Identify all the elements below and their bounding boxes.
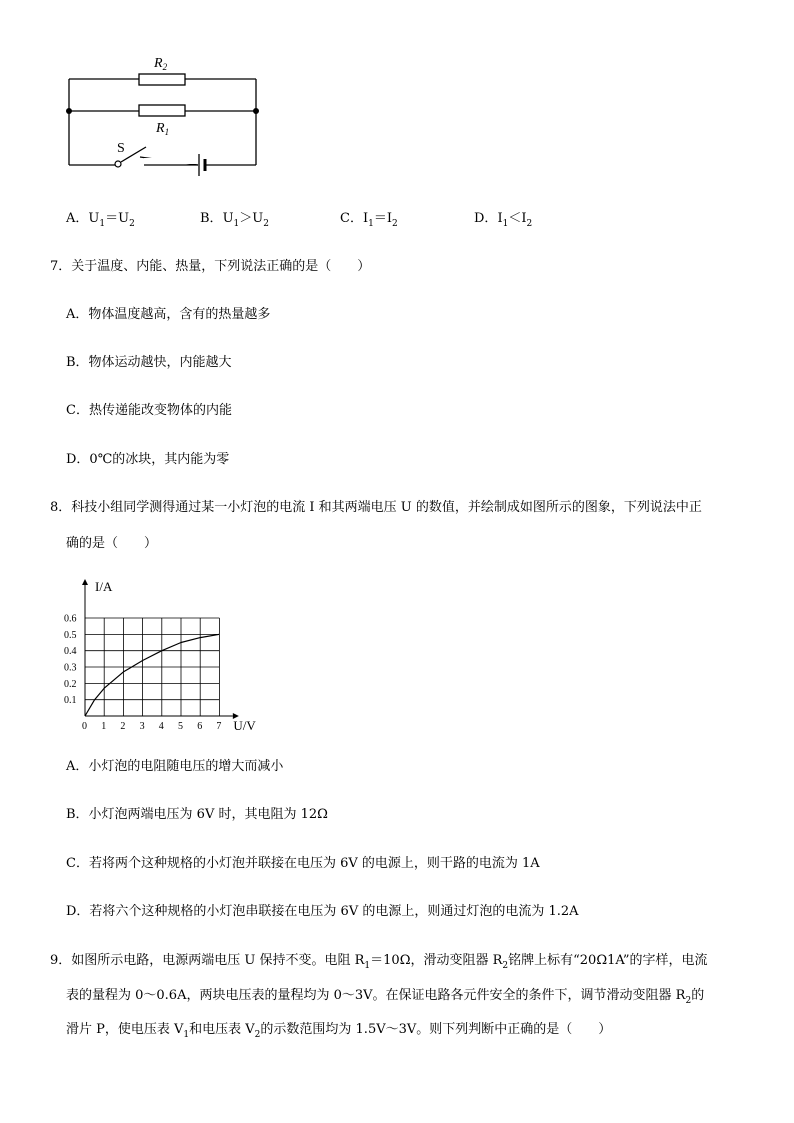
q7-option-b[interactable]: B．物体运动越快，内能越大 (66, 355, 232, 370)
junction-left (66, 108, 72, 114)
y-tick-label: 0.3 (64, 662, 77, 674)
q8-stem-line2: 确的是（ ） (66, 536, 158, 551)
battery (199, 154, 205, 176)
q7-option-d[interactable]: D．0℃的冰块，其内能为零 (66, 452, 230, 467)
q8-option-c[interactable]: C．若将两个这种规格的小灯泡并联接在电压为 6V 的电源上，则干路的电流为 1A (66, 856, 540, 871)
q9-line3: 滑片 P，使电压表 $V_1$和电压表 $V_2$的示数范围均为 1.5V～3V。则下列判断中正确的是（ ） (66, 1022, 612, 1040)
x-tick-label: 3 (139, 721, 145, 732)
x-tick-label: 7 (216, 721, 222, 732)
y-tick-label: 0.5 (64, 629, 77, 641)
iu-graph (60, 575, 270, 735)
x-tick-label: 1 (101, 721, 107, 732)
q8-stem-line1: 8．科技小组同学测得通过某一小灯泡的电流 I 和其两端电压 U 的数值，并绘制成如图所示的图象，下列说法中正 (50, 500, 702, 515)
junction-right (253, 108, 259, 114)
x-tick-label: 0 (82, 721, 87, 732)
resistor-r2 (139, 74, 185, 85)
q6-option-c[interactable]: C．$I_1=I_2$ (340, 211, 398, 229)
circuit-diagram (60, 50, 270, 180)
x-tick-label: 6 (197, 721, 203, 732)
y-tick-label: 0.6 (64, 613, 77, 625)
y-axis-arrow (82, 579, 88, 585)
q7-stem: 7．关于温度、内能、热量，下列说法正确的是（ ） (50, 259, 371, 274)
x-tick-label: 4 (158, 721, 164, 732)
label-r2: $R_2$ (154, 56, 168, 72)
x-tick-label: 5 (178, 721, 183, 732)
q9-line1: 9．如图所示电路，电源两端电压 U 保持不变。电阻 $R_1=10\Omega$，滑动变阻器 $R_2$铭牌上标有“20Ω1A”的字样，电流 (50, 953, 708, 971)
q6-option-a[interactable]: A．$U_1=U_2$ (66, 211, 135, 229)
q8-option-b[interactable]: B．小灯泡两端电压为 6V 时，其电阻为 12Ω (66, 807, 328, 822)
resistor-r1 (139, 105, 185, 116)
x-axis-label: U/V (233, 718, 256, 733)
q7-option-a[interactable]: A．物体温度越高，含有的热量越多 (66, 307, 271, 322)
iu-curve (85, 634, 219, 716)
q6-option-b[interactable]: B．$U_1>U_2$ (200, 211, 269, 229)
y-tick-label: 0.1 (64, 695, 77, 707)
q8-option-a[interactable]: A．小灯泡的电阻随电压的增大而减小 (66, 759, 284, 774)
x-tick-label: 2 (120, 721, 126, 732)
label-s: S (117, 141, 125, 156)
q6-option-d[interactable]: D．$I_1<I_2$ (474, 211, 533, 229)
y-tick-label: 0.2 (64, 678, 77, 690)
y-tick-label: 0.4 (64, 646, 77, 658)
y-axis-label: I/A (95, 579, 113, 594)
label-r1: $R_1$ (156, 121, 170, 137)
q9-line2: 表的量程为 0～0.6A，两块电压表的量程均为 0～3V。在保证电路各元件安全的条件下，调节滑动变阻器 $R_2$的 (66, 988, 705, 1006)
q7-option-c[interactable]: C．热传递能改变物体的内能 (66, 403, 232, 418)
q8-option-d[interactable]: D．若将六个这种规格的小灯泡串联接在电压为 6V 的电源上，则通过灯泡的电流为 1.2A (66, 904, 579, 919)
